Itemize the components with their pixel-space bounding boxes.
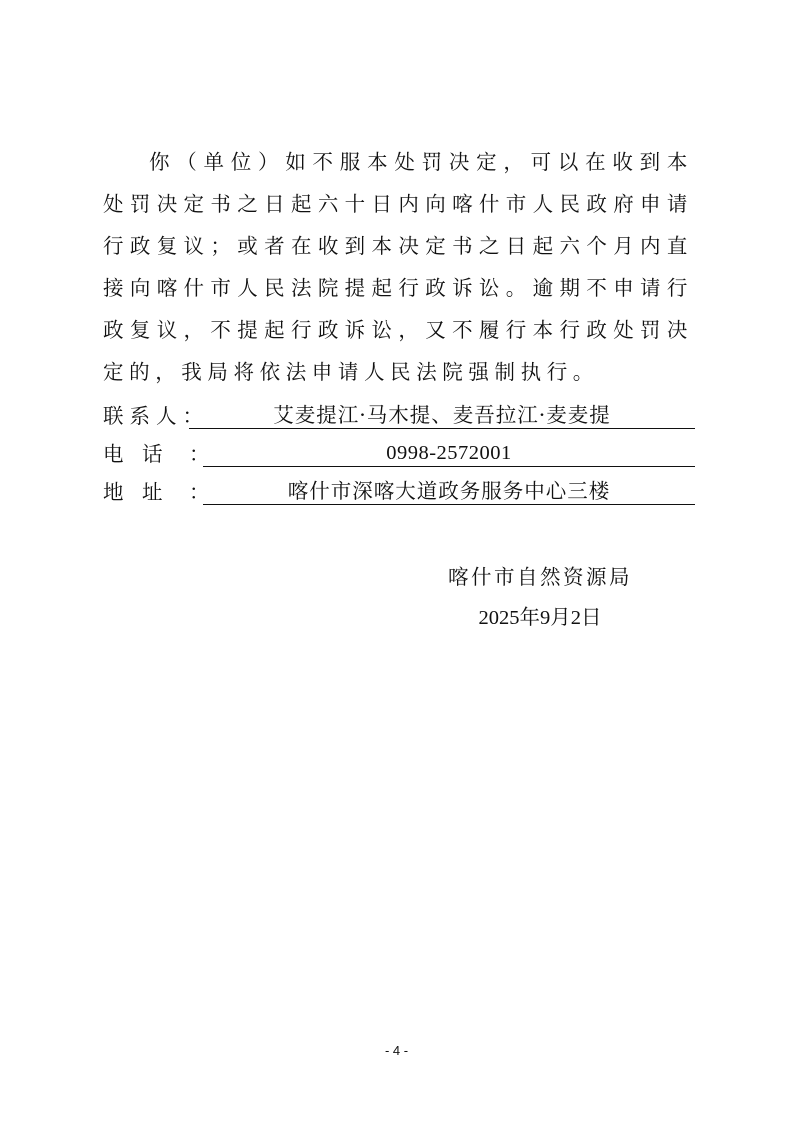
page-number: - 4 -: [384, 1043, 409, 1058]
issuing-organization: 喀什市自然资源局: [448, 565, 632, 589]
address-colon: ：: [189, 480, 210, 504]
address-value: 喀什市深喀大道政务服务中心三楼: [203, 478, 695, 505]
phone-value: 0998-2572001: [203, 440, 695, 467]
contact-person-value: 艾麦提江·马木提、麦吾拉江·麦麦提: [189, 402, 695, 429]
phone-row: [103, 429, 695, 467]
phone-colon: ：: [189, 442, 210, 466]
phone-label: 电 话: [103, 442, 169, 466]
contact-person-row: [103, 391, 695, 429]
reconsideration-paragraph: 你（单位）如不服本处罚决定，可以在收到本处罚决定书之日起六十日内向喀什市人民政府申请行政复议；或者在收到本决定书之日起六个月内直接向喀什市人民法院提起行政诉讼。逾期不申请行政复议，不提起行政诉讼，又不履行本行政处罚决定的，我局将依法申请人民法院强制执行。: [103, 150, 693, 384]
contact-person-label: 联系人：: [103, 404, 209, 428]
address-row: [103, 467, 695, 505]
contact-block: [103, 391, 695, 505]
address-label: 地 址: [103, 480, 169, 504]
issue-date: 2025年9月2日: [478, 607, 602, 629]
